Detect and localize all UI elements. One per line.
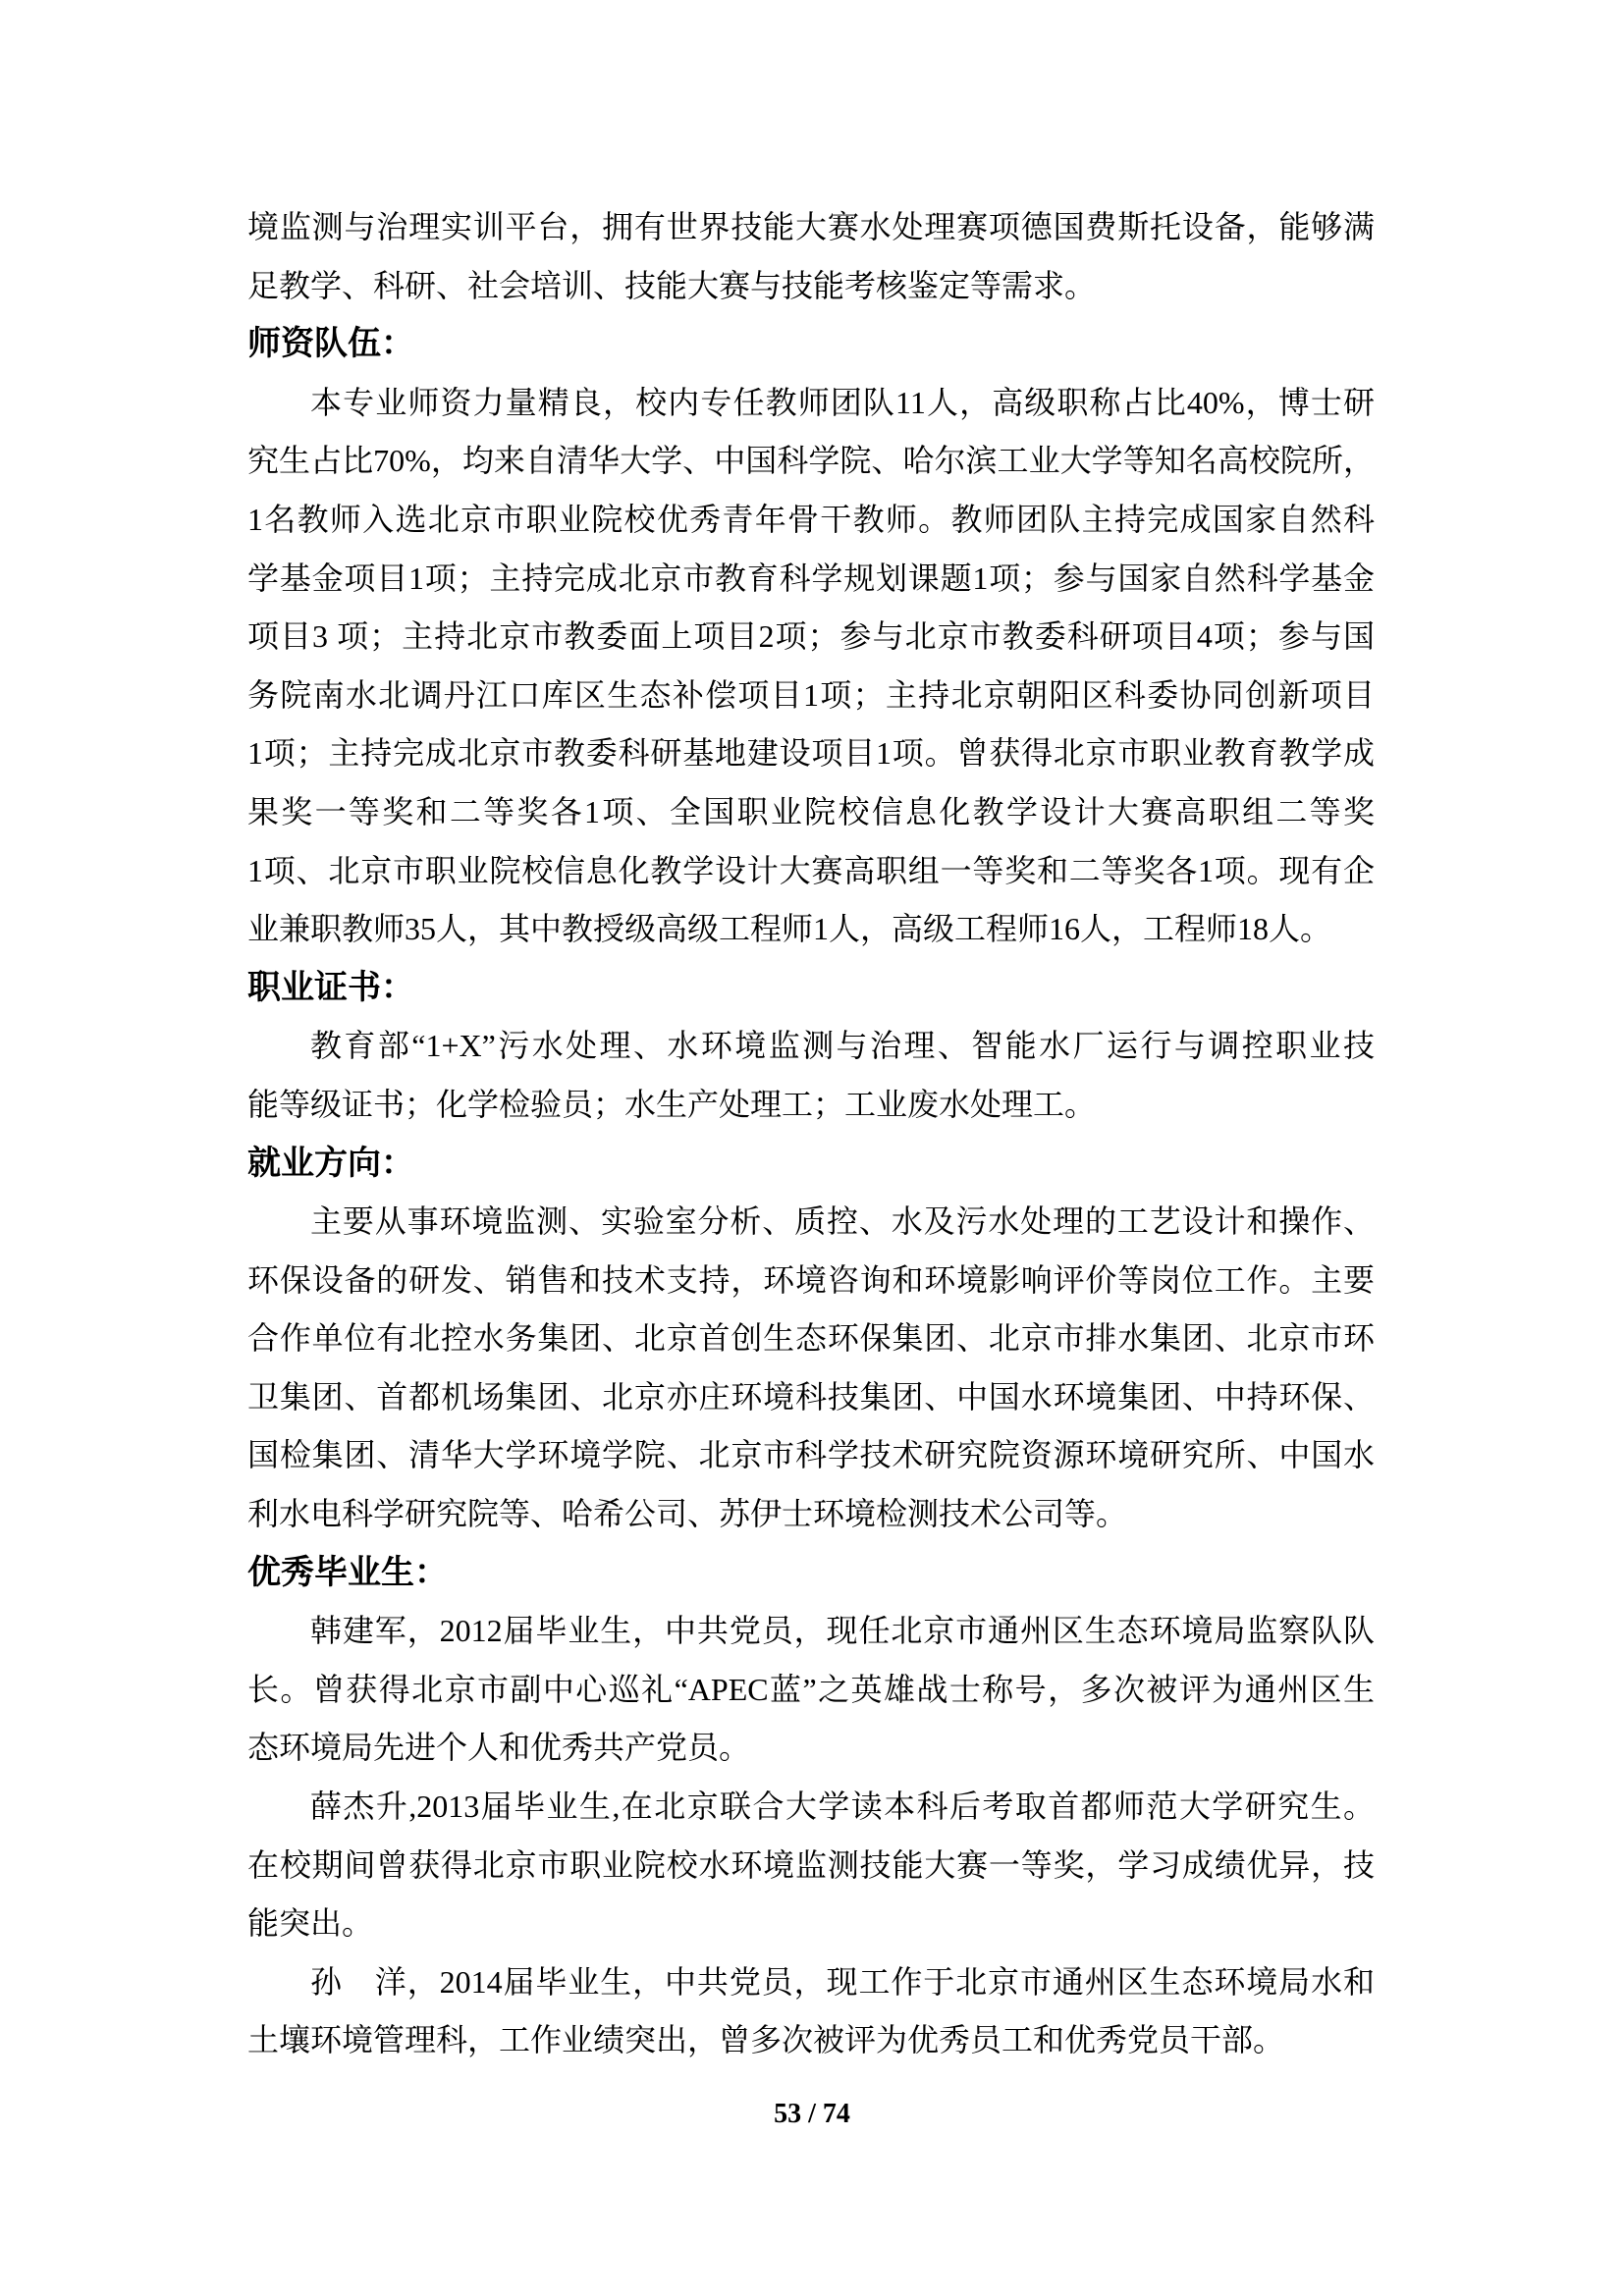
text-line: 合作单位有北控水务集团、北京首创生态环保集团、北京市排水集团、北京市环 [247,1320,1375,1357]
text-line: 究生占比70%，均来自清华大学、中国科学院、哈尔滨工业大学等知名高校院所， [247,443,1375,479]
text-line: 薛杰升,2013届毕业生,在北京联合大学读本科后考取首都师范大学研究生。 [310,1789,1375,1825]
section-heading-certificates: 职业证书： [247,968,414,1006]
section-heading-faculty: 师资队伍： [247,325,414,363]
text-line: 学基金项目1项；主持完成北京市教育科学规划课题1项；参与国家自然科学基金 [247,560,1375,596]
text-line: 主要从事环境监测、实验室分析、质控、水及污水处理的工艺设计和操作、 [310,1203,1375,1240]
text-line: 孙 洋，2014届毕业生，中共党员，现工作于北京市通州区生态环境局水和 [310,1963,1375,2000]
text-line: 在校期间曾获得北京市职业院校水环境监测技能大赛一等奖，学习成绩优异，技 [247,1846,1375,1883]
text-line: 环保设备的研发、销售和技术支持，环境咨询和环境影响评价等岗位工作。主要 [247,1261,1375,1298]
section-heading-employment: 就业方向： [247,1144,414,1182]
text-line: 教育部“1+X”污水处理、水环境监测与治理、智能水厂运行与调控职业技 [310,1028,1375,1064]
text-line: 业兼职教师35人，其中教授级高级工程师1人，高级工程师16人，工程师18人。 [247,911,1332,947]
text-line: 利水电科学研究院等、哈希公司、苏伊士环境检测技术公司等。 [247,1496,1128,1532]
text-line: 国检集团、清华大学环境学院、北京市科学技术研究院资源环境研究所、中国水 [247,1437,1375,1473]
text-line: 1项；主持完成北京市教委科研基地建设项目1项。曾获得北京市职业教育教学成 [247,735,1375,772]
text-line: 能突出。 [247,1905,374,1942]
text-line: 本专业师资力量精良，校内专任教师团队11人，高级职称占比40%，博士研 [310,384,1375,420]
text-line: 长。曾获得北京市副中心巡礼“APEC蓝”之英雄战士称号，多次被评为通州区生 [247,1671,1375,1707]
text-line: 卫集团、首都机场集团、北京亦庄环境科技集团、中国水环境集团、中持环保、 [247,1378,1375,1415]
document-content [247,198,1375,2070]
text-line: 务院南水北调丹江口库区生态补偿项目1项；主持北京朝阳区科委协同创新项目 [247,676,1375,713]
text-line: 1项、北京市职业院校信息化教学设计大赛高职组一等奖和二等奖各1项。现有企 [247,852,1375,888]
text-line: 能等级证书；化学检验员；水生产处理工；工业废水处理工。 [247,1086,1097,1122]
text-line: 韩建军，2012届毕业生，中共党员，现任北京市通州区生态环境局监察队队 [310,1613,1375,1649]
section-heading-outstanding-graduates: 优秀毕业生： [247,1553,448,1591]
text-line: 境监测与治理实训平台，拥有世界技能大赛水处理赛项德国费斯托设备，能够满 [247,209,1375,244]
page-number-total: 74 [822,2099,850,2129]
page-footer [0,2097,1624,2132]
text-line: 项目3 项；主持北京市教委面上项目2项；参与北京市教委科研项目4项；参与国 [247,618,1375,655]
text-line: 足教学、科研、社会培训、技能大赛与技能考核鉴定等需求。 [247,267,1097,303]
text-line: 1名教师入选北京市职业院校优秀青年骨干教师。教师团队主持完成国家自然科 [247,501,1375,537]
page-number-current: 53 [774,2099,802,2129]
text-line: 土壤环境管理科，工作业绩突出，曾多次被评为优秀员工和优秀党员干部。 [247,2022,1285,2058]
text-line: 果奖一等奖和二等奖各1项、全国职业院校信息化教学设计大赛高职组二等奖 [247,793,1375,829]
page-number-separator: / [801,2099,823,2129]
text-line: 态环境局先进个人和优秀共产党员。 [247,1730,751,1766]
